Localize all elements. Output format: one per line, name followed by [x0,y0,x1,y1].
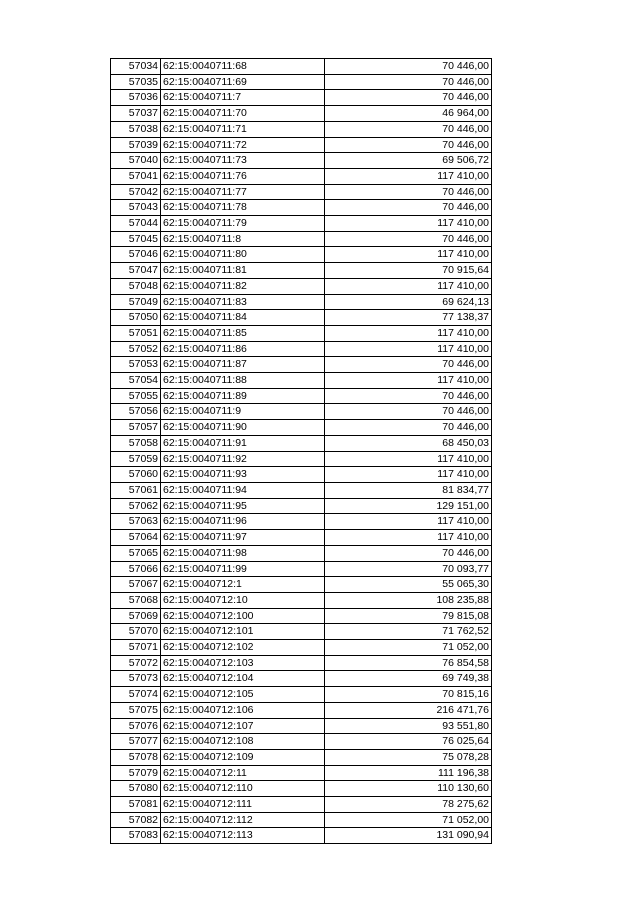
cadastral-number-cell: 62:15:0040711:79 [161,216,325,232]
cadastral-number-cell: 62:15:0040712:102 [161,640,325,656]
table-row [111,373,492,389]
cadastral-number-cell: 62:15:0040711:98 [161,545,325,561]
row-number-cell: 57076 [111,718,161,734]
cadastral-number-cell: 62:15:0040711:73 [161,153,325,169]
table-row [111,655,492,671]
table-body [111,59,492,844]
row-number-cell: 57042 [111,184,161,200]
table-row [111,310,492,326]
cadastral-number-cell: 62:15:0040711:95 [161,498,325,514]
table-row [111,498,492,514]
cadastral-value-cell: 70 446,00 [325,420,492,436]
cadastral-value-cell: 70 446,00 [325,137,492,153]
cadastral-value-cell: 55 065,30 [325,577,492,593]
cadastral-number-cell: 62:15:0040712:105 [161,687,325,703]
cadastral-value-cell: 117 410,00 [325,451,492,467]
table-row [111,263,492,279]
cadastral-value-cell: 70 446,00 [325,404,492,420]
row-number-cell: 57070 [111,624,161,640]
cadastral-value-cell: 79 815,08 [325,608,492,624]
cadastral-number-cell: 62:15:0040711:81 [161,263,325,279]
table-row [111,357,492,373]
cadastral-value-cell: 117 410,00 [325,373,492,389]
cadastral-value-cell: 117 410,00 [325,278,492,294]
row-number-cell: 57058 [111,435,161,451]
cadastral-number-cell: 62:15:0040711:70 [161,106,325,122]
table-row [111,467,492,483]
table-row [111,153,492,169]
row-number-cell: 57039 [111,137,161,153]
table-row [111,341,492,357]
cadastral-value-cell: 70 093,77 [325,561,492,577]
cadastral-number-cell: 62:15:0040711:9 [161,404,325,420]
row-number-cell: 57038 [111,121,161,137]
table-row [111,828,492,844]
table-row [111,482,492,498]
cadastral-value-cell: 117 410,00 [325,325,492,341]
cadastral-number-cell: 62:15:0040712:112 [161,812,325,828]
row-number-cell: 57065 [111,545,161,561]
row-number-cell: 57061 [111,482,161,498]
cadastral-number-cell: 62:15:0040712:11 [161,765,325,781]
row-number-cell: 57047 [111,263,161,279]
row-number-cell: 57079 [111,765,161,781]
cadastral-number-cell: 62:15:0040711:82 [161,278,325,294]
cadastral-number-cell: 62:15:0040711:87 [161,357,325,373]
table-row [111,781,492,797]
cadastral-value-cell: 70 446,00 [325,231,492,247]
cadastral-value-cell: 117 410,00 [325,530,492,546]
table-row [111,514,492,530]
row-number-cell: 57074 [111,687,161,703]
row-number-cell: 57066 [111,561,161,577]
cadastral-value-cell: 117 410,00 [325,514,492,530]
row-number-cell: 57068 [111,592,161,608]
table-row [111,702,492,718]
cadastral-number-cell: 62:15:0040711:72 [161,137,325,153]
cadastral-value-cell: 117 410,00 [325,168,492,184]
table-row [111,388,492,404]
cadastral-number-cell: 62:15:0040711:84 [161,310,325,326]
table-row [111,137,492,153]
table-row [111,577,492,593]
row-number-cell: 57045 [111,231,161,247]
table-row [111,530,492,546]
cadastral-number-cell: 62:15:0040711:94 [161,482,325,498]
row-number-cell: 57056 [111,404,161,420]
cadastral-value-cell: 70 815,16 [325,687,492,703]
row-number-cell: 57078 [111,749,161,765]
cadastral-number-cell: 62:15:0040711:88 [161,373,325,389]
cadastral-value-cell: 69 749,38 [325,671,492,687]
row-number-cell: 57034 [111,59,161,75]
cadastral-value-cell: 75 078,28 [325,749,492,765]
table-row [111,231,492,247]
cadastral-number-cell: 62:15:0040711:91 [161,435,325,451]
cadastral-value-cell: 78 275,62 [325,797,492,813]
table-row [111,640,492,656]
cadastral-number-cell: 62:15:0040711:80 [161,247,325,263]
cadastral-value-cell: 117 410,00 [325,247,492,263]
cadastral-value-cell: 117 410,00 [325,216,492,232]
cadastral-value-cell: 69 506,72 [325,153,492,169]
table-row [111,184,492,200]
cadastral-value-cell: 117 410,00 [325,341,492,357]
cadastral-value-cell: 70 446,00 [325,121,492,137]
row-number-cell: 57055 [111,388,161,404]
cadastral-number-cell: 62:15:0040712:103 [161,655,325,671]
cadastral-value-cell: 81 834,77 [325,482,492,498]
cadastral-number-cell: 62:15:0040711:78 [161,200,325,216]
table-row [111,106,492,122]
row-number-cell: 57044 [111,216,161,232]
table-row [111,749,492,765]
cadastral-number-cell: 62:15:0040711:93 [161,467,325,483]
table-row [111,294,492,310]
table-row [111,812,492,828]
cadastral-number-cell: 62:15:0040711:69 [161,74,325,90]
row-number-cell: 57072 [111,655,161,671]
cadastral-number-cell: 62:15:0040711:99 [161,561,325,577]
table-row [111,718,492,734]
cadastral-value-cell: 71 052,00 [325,640,492,656]
row-number-cell: 57041 [111,168,161,184]
table-row [111,90,492,106]
cadastral-value-cell: 70 915,64 [325,263,492,279]
cadastral-number-cell: 62:15:0040712:111 [161,797,325,813]
cadastral-number-cell: 62:15:0040712:101 [161,624,325,640]
table-row [111,592,492,608]
cadastral-number-cell: 62:15:0040712:113 [161,828,325,844]
row-number-cell: 57075 [111,702,161,718]
table-row [111,797,492,813]
table-row [111,121,492,137]
row-number-cell: 57052 [111,341,161,357]
cadastral-number-cell: 62:15:0040711:77 [161,184,325,200]
cadastral-number-cell: 62:15:0040711:85 [161,325,325,341]
row-number-cell: 57051 [111,325,161,341]
cadastral-value-cell: 70 446,00 [325,90,492,106]
cadastral-value-cell: 71 052,00 [325,812,492,828]
table-row [111,247,492,263]
row-number-cell: 57035 [111,74,161,90]
table-row [111,74,492,90]
row-number-cell: 57080 [111,781,161,797]
row-number-cell: 57059 [111,451,161,467]
cadastral-number-cell: 62:15:0040712:100 [161,608,325,624]
table-row [111,404,492,420]
cadastral-number-cell: 62:15:0040711:86 [161,341,325,357]
cadastral-number-cell: 62:15:0040712:107 [161,718,325,734]
row-number-cell: 57067 [111,577,161,593]
cadastral-number-cell: 62:15:0040711:7 [161,90,325,106]
cadastral-value-cell: 129 151,00 [325,498,492,514]
cadastral-value-cell: 70 446,00 [325,388,492,404]
cadastral-number-cell: 62:15:0040711:97 [161,530,325,546]
cadastral-value-cell: 70 446,00 [325,357,492,373]
row-number-cell: 57077 [111,734,161,750]
table-row [111,435,492,451]
cadastral-value-cell: 216 471,76 [325,702,492,718]
cadastral-value-cell: 117 410,00 [325,467,492,483]
cadastral-value-cell: 70 446,00 [325,200,492,216]
cadastral-number-cell: 62:15:0040712:109 [161,749,325,765]
cadastral-number-cell: 62:15:0040711:96 [161,514,325,530]
table-row [111,200,492,216]
cadastral-value-cell: 131 090,94 [325,828,492,844]
cadastral-value-cell: 77 138,37 [325,310,492,326]
cadastral-value-cell: 70 446,00 [325,59,492,75]
table-row [111,451,492,467]
row-number-cell: 57071 [111,640,161,656]
cadastral-number-cell: 62:15:0040712:108 [161,734,325,750]
row-number-cell: 57043 [111,200,161,216]
row-number-cell: 57073 [111,671,161,687]
table-row [111,561,492,577]
cadastral-number-cell: 62:15:0040711:76 [161,168,325,184]
cadastral-value-cell: 93 551,80 [325,718,492,734]
cadastral-number-cell: 62:15:0040712:110 [161,781,325,797]
cadastral-value-cell: 76 025,64 [325,734,492,750]
row-number-cell: 57063 [111,514,161,530]
cadastral-value-cell: 108 235,88 [325,592,492,608]
table-row [111,545,492,561]
cadastral-number-cell: 62:15:0040711:68 [161,59,325,75]
row-number-cell: 57046 [111,247,161,263]
cadastral-number-cell: 62:15:0040711:8 [161,231,325,247]
cadastral-value-cell: 46 964,00 [325,106,492,122]
row-number-cell: 57050 [111,310,161,326]
row-number-cell: 57036 [111,90,161,106]
table-row [111,420,492,436]
cadastral-value-table [110,58,492,844]
cadastral-value-cell: 110 130,60 [325,781,492,797]
row-number-cell: 57064 [111,530,161,546]
row-number-cell: 57057 [111,420,161,436]
cadastral-value-cell: 70 446,00 [325,545,492,561]
cadastral-value-cell: 68 450,03 [325,435,492,451]
table-row [111,59,492,75]
table-row [111,765,492,781]
table-row [111,671,492,687]
cadastral-number-cell: 62:15:0040711:71 [161,121,325,137]
cadastral-value-cell: 70 446,00 [325,74,492,90]
cadastral-value-cell: 76 854,58 [325,655,492,671]
row-number-cell: 57083 [111,828,161,844]
cadastral-number-cell: 62:15:0040711:90 [161,420,325,436]
row-number-cell: 57048 [111,278,161,294]
row-number-cell: 57069 [111,608,161,624]
table-row [111,624,492,640]
table-row [111,687,492,703]
table-row [111,734,492,750]
cadastral-number-cell: 62:15:0040712:10 [161,592,325,608]
row-number-cell: 57062 [111,498,161,514]
cadastral-number-cell: 62:15:0040711:83 [161,294,325,310]
table-row [111,168,492,184]
row-number-cell: 57049 [111,294,161,310]
row-number-cell: 57037 [111,106,161,122]
table-row [111,608,492,624]
cadastral-number-cell: 62:15:0040711:89 [161,388,325,404]
table-row [111,325,492,341]
table-row [111,216,492,232]
cadastral-value-cell: 69 624,13 [325,294,492,310]
table-row [111,278,492,294]
cadastral-value-cell: 70 446,00 [325,184,492,200]
row-number-cell: 57040 [111,153,161,169]
row-number-cell: 57054 [111,373,161,389]
row-number-cell: 57060 [111,467,161,483]
cadastral-value-cell: 111 196,38 [325,765,492,781]
cadastral-number-cell: 62:15:0040711:92 [161,451,325,467]
cadastral-number-cell: 62:15:0040712:1 [161,577,325,593]
cadastral-number-cell: 62:15:0040712:106 [161,702,325,718]
cadastral-number-cell: 62:15:0040712:104 [161,671,325,687]
row-number-cell: 57053 [111,357,161,373]
cadastral-value-cell: 71 762,52 [325,624,492,640]
row-number-cell: 57082 [111,812,161,828]
row-number-cell: 57081 [111,797,161,813]
